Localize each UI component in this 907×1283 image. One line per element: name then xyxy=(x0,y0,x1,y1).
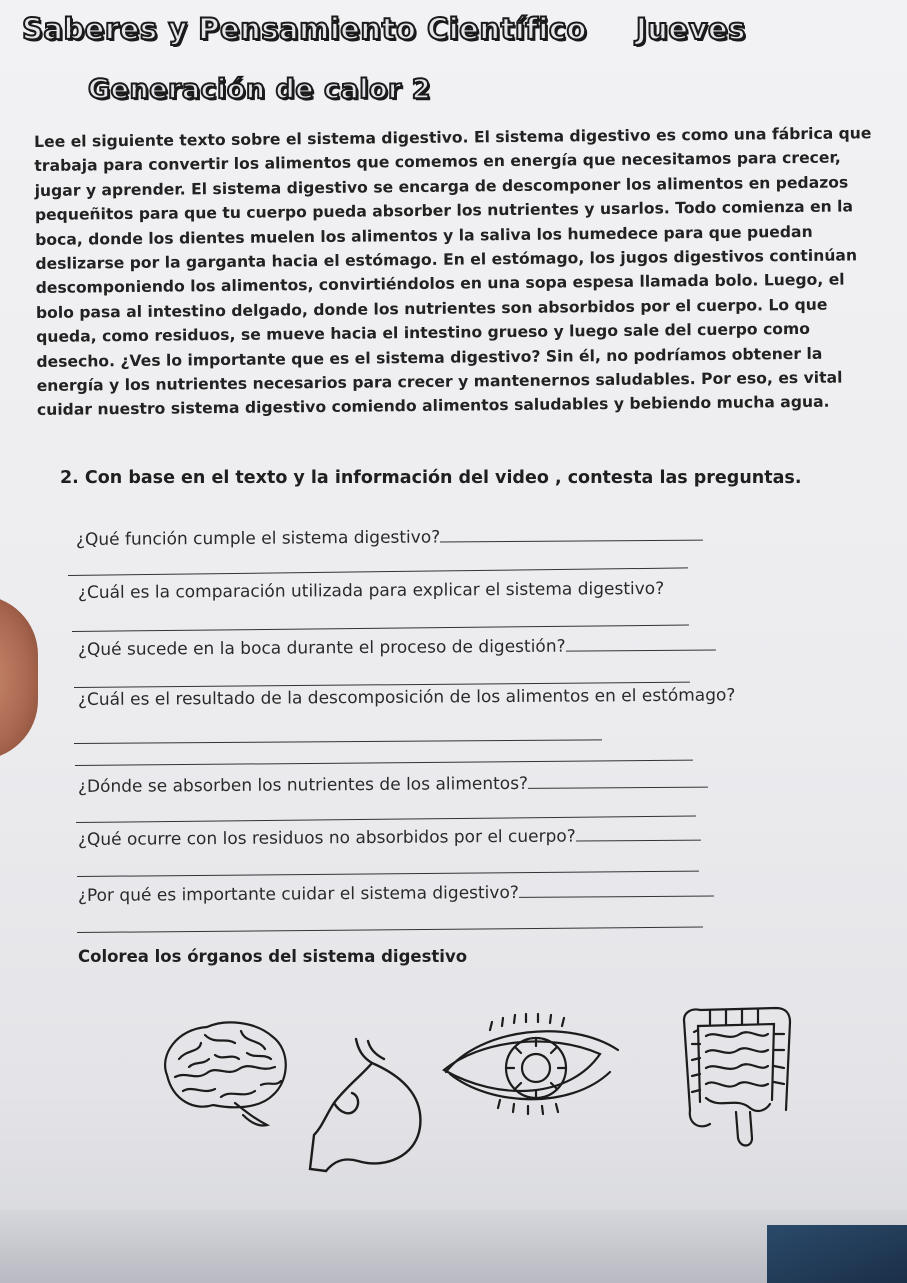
question-1: ¿Qué función cumple el sistema digestivo? xyxy=(76,526,703,550)
coloring-title: Colorea los órganos del sistema digestivo xyxy=(78,947,468,966)
worksheet-title: Saberes y Pensamiento Científico xyxy=(22,12,587,46)
answer-blank[interactable] xyxy=(440,539,703,543)
intestines-drawing[interactable] xyxy=(670,1000,800,1155)
question-7: ¿Por qué es importante cuidar el sistema digestivo? xyxy=(78,882,714,906)
question-2: ¿Cuál es la comparación utilizada para explicar el sistema digestivo? xyxy=(77,578,665,603)
answer-line[interactable] xyxy=(68,567,688,576)
answer-blank[interactable] xyxy=(519,895,714,898)
question-5: ¿Dónde se absorben los nutrientes de los alimentos? xyxy=(78,773,708,797)
reading-passage: Lee el siguiente texto sobre el sistema digestivo. El sistema digestivo es como una fábrica que trabaja para convertir los alimentos que comemos en energía que necesitamos para crecer, jugar y aprender. El sistema digestivo se encarga de descomponer los alimentos en pedazos pequeñitos para que tu cuerpo pueda absorber los nutrientes y usarlos. Todo comienza en la boca, donde los dientes muelen los alimentos y la saliva los humedece para que puedan deslizarse por la garganta hacia el estómago. En el estómago, los jugos digestivos continúan descomponiendo los alimentos, convirtiéndolos en una sopa espesa llamada bolo. Luego, el bolo pasa al intestino delgado, donde los nutrientes son absorbidos por el cuerpo. Lo que queda, como residuos, se mueve hacia el intestino grueso y luego sale del cuerpo como desecho. ¿Ves lo importante que es el sistema digestivo? Sin él, no podríamos obtener la energía y los nutrientes necesarios para crecer y mantenernos saludables. Por eso, es vital cuidar nuestro sistema digestivo comiendo alimentos saludables y bebiendo mucha agua. xyxy=(34,124,872,420)
answer-line[interactable] xyxy=(76,816,696,823)
answer-line[interactable] xyxy=(75,760,693,766)
brain-drawing[interactable] xyxy=(155,1015,295,1135)
background-object xyxy=(767,1225,907,1283)
stomach-drawing[interactable] xyxy=(300,1035,435,1175)
question-6: ¿Qué ocurre con los residuos no absorbidos por el cuerpo? xyxy=(78,826,701,850)
worksheet-subtitle: Generación de calor 2 xyxy=(88,74,432,105)
eye-drawing[interactable] xyxy=(440,1010,625,1120)
answer-blank[interactable] xyxy=(528,786,708,789)
answer-blank[interactable] xyxy=(576,839,701,842)
thumb xyxy=(0,595,38,760)
question-4: ¿Cuál es el resultado de la descomposición de los alimentos en el estómago? xyxy=(77,685,736,710)
answer-line[interactable] xyxy=(74,739,602,744)
answer-line[interactable] xyxy=(77,927,703,933)
answer-line[interactable] xyxy=(77,871,699,877)
answer-blank[interactable] xyxy=(566,649,716,652)
question-3: ¿Qué sucede en la boca durante el proceso de digestión? xyxy=(78,636,716,660)
answer-line[interactable] xyxy=(72,625,689,632)
day-label: Jueves xyxy=(636,12,746,46)
activity-instruction: 2. Con base en el texto y la información del video , contesta las preguntas. xyxy=(60,468,802,488)
